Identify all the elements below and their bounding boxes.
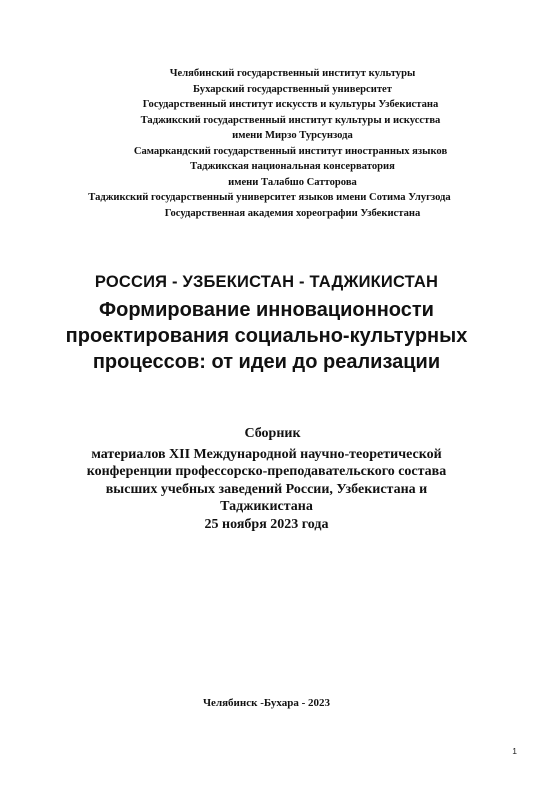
title-line: процессов: от идеи до реализации — [92, 351, 441, 373]
page-number: 1 — [512, 746, 517, 756]
collection-description — [0, 425, 533, 533]
institution-line: Самаркандский государственный институт иностранных языков — [133, 145, 448, 157]
collection-heading: Сборник — [244, 426, 301, 441]
countries-heading: РОССИЯ - УЗБЕКИСТАН - ТАДЖИКИСТАН — [94, 273, 439, 291]
institution-line: имени Мирзо Турсунзода — [232, 130, 353, 141]
title-line: проектирования социально-культурных — [65, 325, 468, 347]
institution-line: имени Талабшо Сатторова — [228, 176, 357, 188]
conference-date: 25 ноября 2023 года — [204, 516, 329, 532]
conference-title — [0, 297, 533, 375]
institution-line: Таджикский государственный институт культуры и искусства — [140, 114, 441, 126]
collection-line: высших учебных заведений России, Узбекистана и — [105, 481, 428, 497]
institution-line: Бухарский государственный университет — [193, 83, 392, 95]
collection-line: конференции профессорско-преподавательского состава — [86, 464, 447, 479]
institution-line: Таджикский государственный университет языков имени Сотима Улугзода — [88, 192, 451, 203]
institution-line: Государственный институт искусств и культуры Узбекистана — [142, 99, 439, 110]
collection-line: Таджикистана — [220, 499, 313, 514]
organizer-institutions-list — [0, 66, 533, 221]
collection-line: материалов XII Международной научно-теоретической — [91, 446, 442, 462]
institution-line: Таджикская национальная консерватория — [190, 161, 395, 172]
title-line: Формирование инновационности — [99, 299, 434, 321]
institution-line: Челябинский государственный институт культуры — [169, 68, 416, 79]
institution-line: Государственная академия хореографии Узбекистана — [164, 207, 421, 219]
city-year: Челябинск -Бухара - 2023 — [202, 697, 331, 709]
